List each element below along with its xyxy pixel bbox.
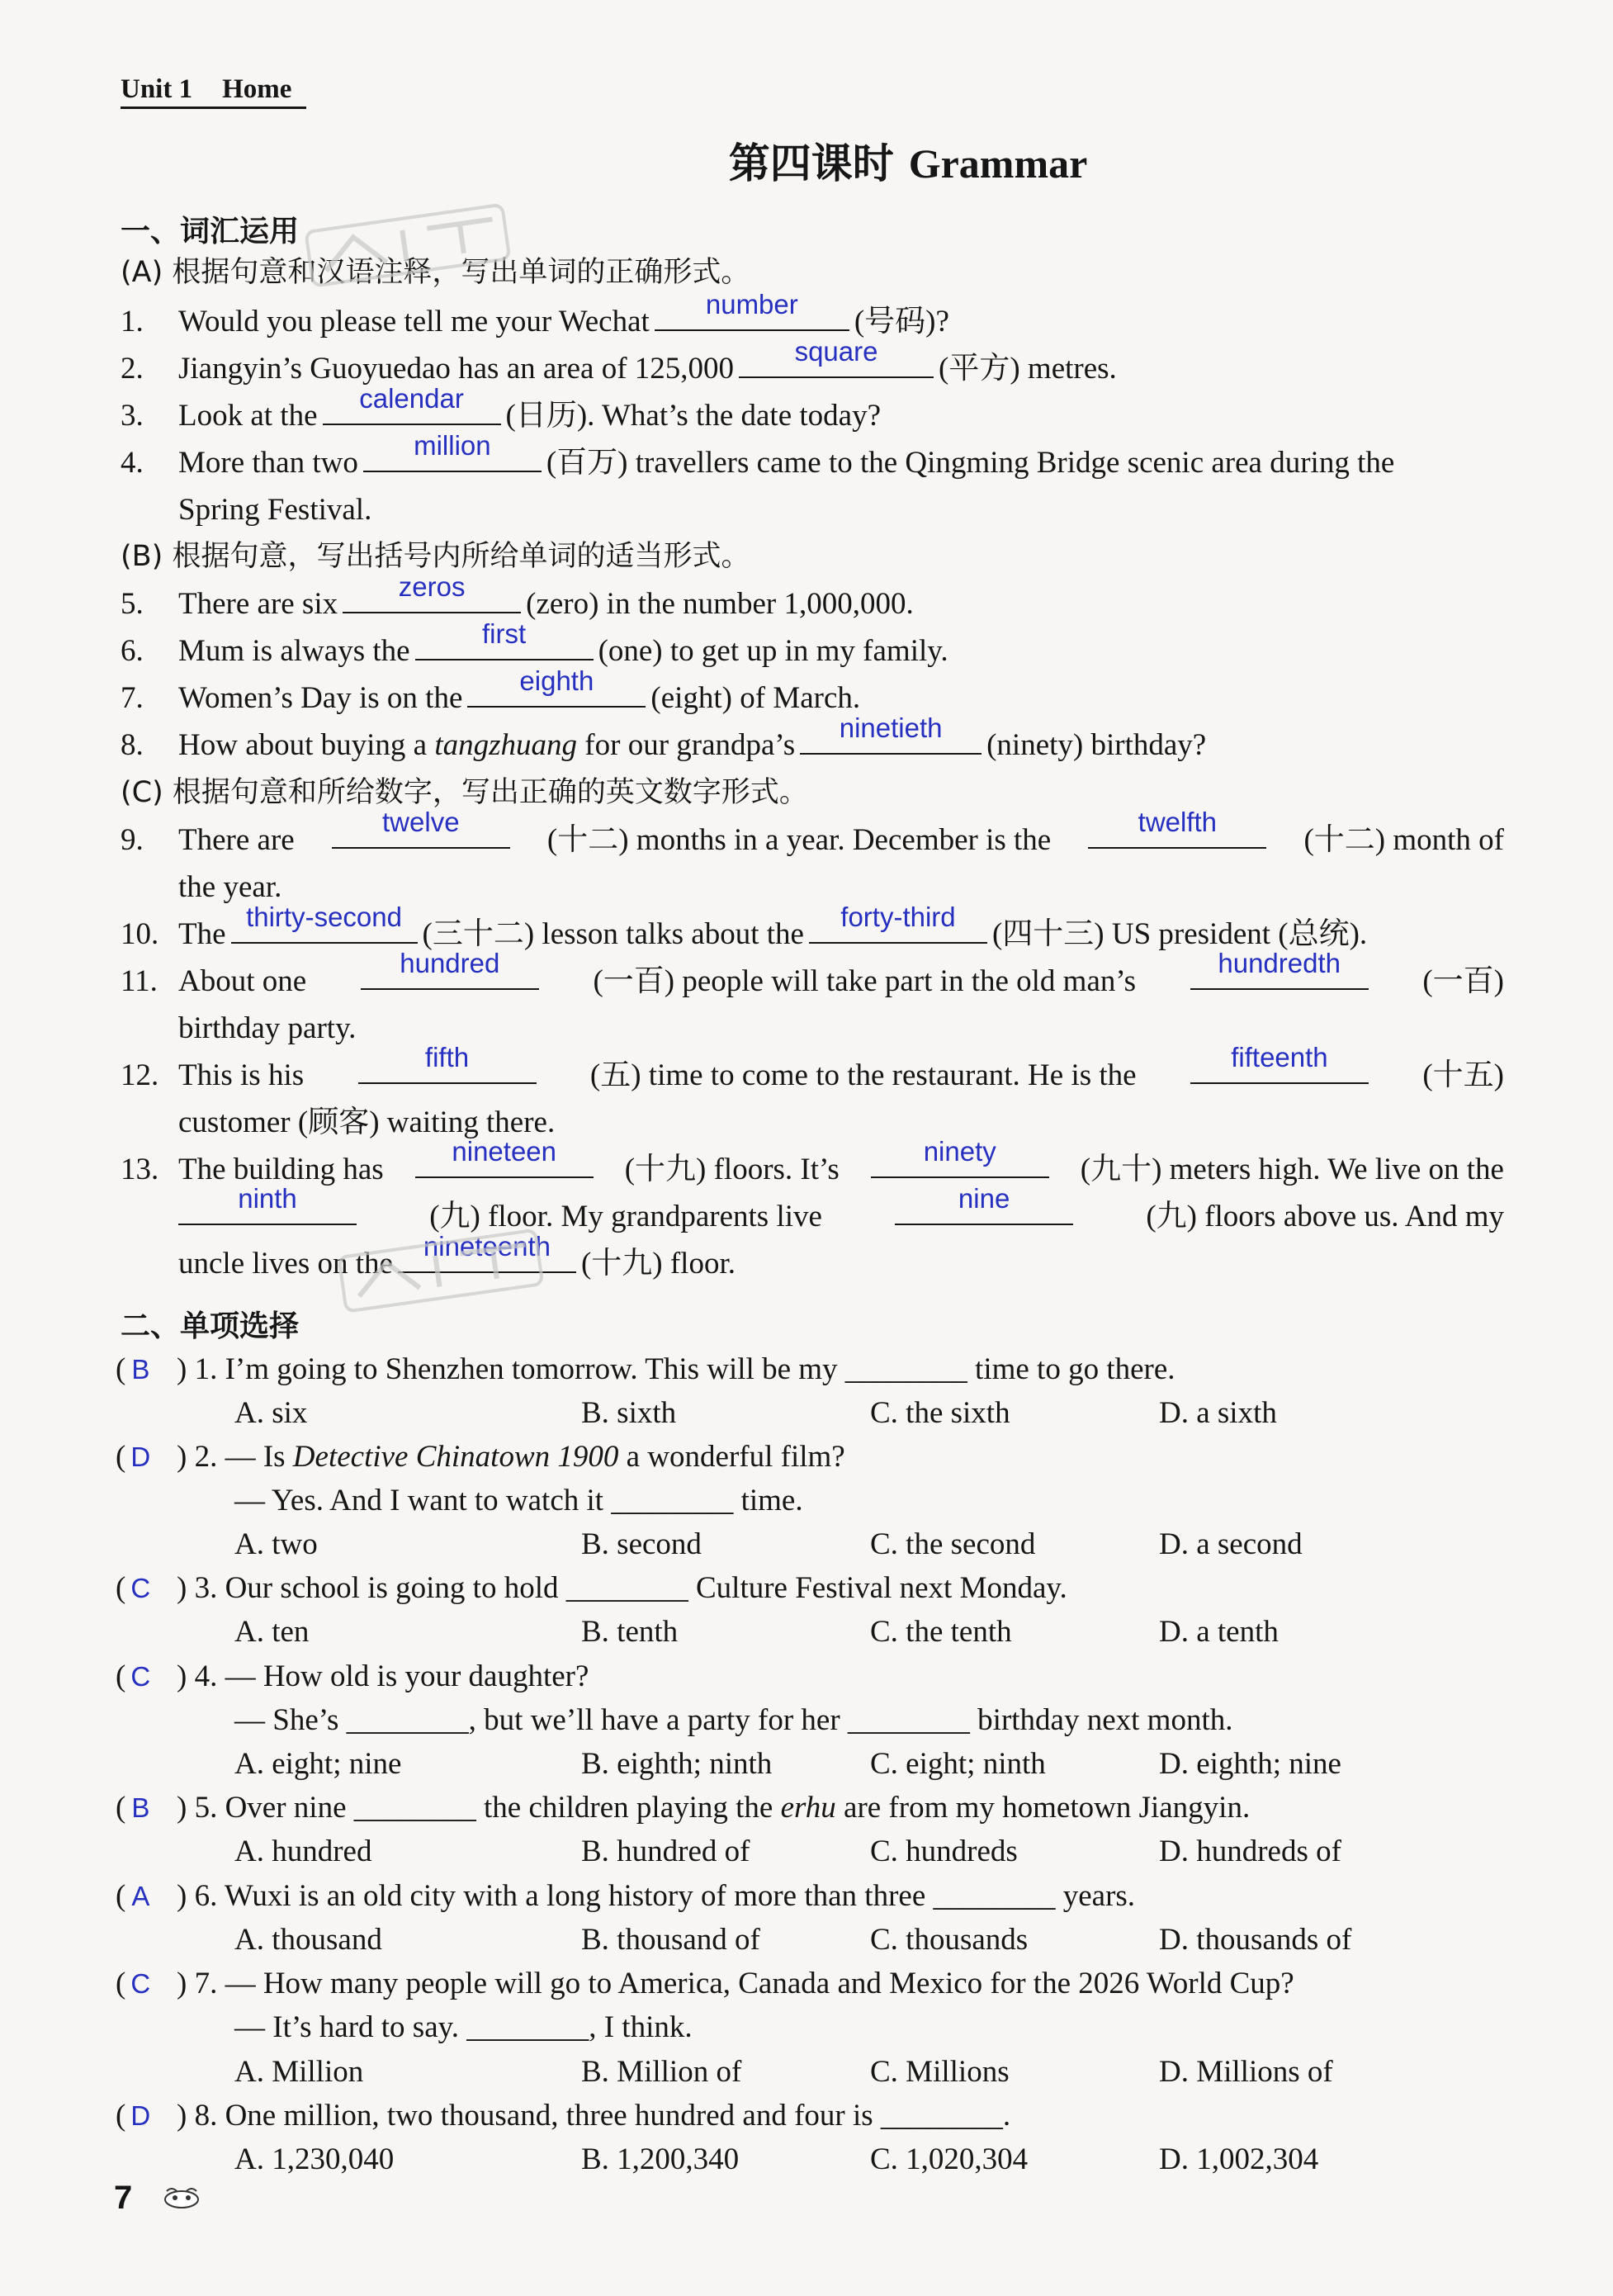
question-12-cont: customer (顾客) waiting there.: [178, 1105, 556, 1139]
question-11-cont: birthday party.: [178, 1011, 357, 1045]
option-c: C. the sixth: [870, 1396, 1010, 1430]
mc-answer: A: [131, 1881, 150, 1911]
answer-paren: ( C: [116, 1659, 177, 1695]
option-a: A. eight; nine: [234, 1747, 402, 1781]
answer-text: nineteen: [452, 1136, 557, 1167]
answer-blank: [1190, 948, 1369, 990]
question-number: 7.: [121, 681, 144, 715]
answer-blank: [467, 665, 646, 708]
title-en: Grammar: [908, 140, 1088, 187]
question-9: [121, 807, 1504, 859]
answer-text: number: [705, 289, 798, 320]
question-number: 13.: [121, 1153, 159, 1186]
answer-text: calendar: [359, 383, 464, 414]
option-a: A. thousand: [234, 1923, 382, 1957]
option-c: C. eight; ninth: [870, 1747, 1046, 1781]
question-number: 3.: [121, 399, 144, 433]
question-10: [121, 902, 1368, 953]
question-text: More than two: [178, 446, 358, 480]
question-text: (平方) metres.: [939, 352, 1117, 386]
question-text: Look at the: [178, 399, 318, 433]
option-d: D. eighth; nine: [1159, 1747, 1341, 1781]
question-13-line2: [178, 1183, 1504, 1235]
option-a: A. 1,230,040: [234, 2142, 395, 2176]
answer-blank: [332, 807, 510, 849]
question-number: 1.: [121, 305, 144, 338]
answer-text: twelfth: [1138, 807, 1218, 837]
question-text: (三十二) lesson talks about the: [422, 917, 804, 951]
answer-blank: [178, 1183, 357, 1225]
option-a: A. hundred: [234, 1834, 372, 1868]
answer-blank: [415, 618, 594, 660]
question-number: 12.: [121, 1058, 159, 1092]
question-text: ) 1. I’m going to Shenzhen tomorrow. This will be my ________ time to go there.: [177, 1352, 1175, 1386]
mc-answer: C: [130, 1573, 151, 1603]
question-text: for our grandpa’s: [584, 728, 796, 762]
question-number: 9.: [121, 823, 144, 857]
option-c: C. 1,020,304: [870, 2142, 1029, 2176]
question-text: Would you please tell me your Wechat: [178, 305, 650, 338]
question-text: ) 7. — How many people will go to America, Canada and Mexico for the 2026 World Cup?: [177, 1967, 1294, 2000]
answer-paren: ( D: [116, 2098, 177, 2134]
question-text: There are six: [178, 587, 338, 621]
page-title: [0, 130, 1613, 190]
question-text: (九十) meters high. We live on the: [1080, 1153, 1504, 1186]
question-text: About one: [178, 964, 307, 998]
question-text: (一百): [1422, 964, 1504, 998]
question-text: (日历). What’s the date today?: [505, 399, 881, 433]
answer-text: forty-third: [840, 902, 956, 932]
answer-text: nineteenth: [423, 1231, 551, 1262]
question-text: a wonderful film?: [626, 1440, 845, 1474]
option-c: C. the second: [870, 1527, 1036, 1561]
question-number: 10.: [121, 917, 159, 951]
option-d: D. a tenth: [1159, 1615, 1279, 1649]
mc-question-2-line2: — Yes. And I want to watch it ________ time.: [234, 1484, 803, 1517]
cartoon-icon: [162, 2185, 201, 2209]
answer-text: square: [794, 336, 878, 367]
question-text: (十五): [1422, 1058, 1504, 1092]
section2-heading: 二、单项选择: [121, 1309, 300, 1343]
option-b: B. hundred of: [581, 1834, 750, 1868]
question-text: (eight) of March.: [650, 681, 861, 715]
mc-question-7-line2: — It’s hard to say. ________, I think.: [234, 2010, 693, 2044]
answer-blank: [363, 430, 542, 472]
answer-blank: [1088, 807, 1266, 849]
question-text: ) 8. One million, two thousand, three hundred and four is ________.: [177, 2099, 1011, 2133]
part-c-instruction: (C) 根据句意和所给数字，写出正确的英文数字形式。: [121, 776, 808, 809]
question-text: The: [178, 917, 226, 951]
question-text: This is his: [178, 1058, 305, 1092]
mc-question-7: [116, 1966, 1294, 2002]
answer-text: first: [481, 618, 527, 649]
option-d: D. thousands of: [1159, 1923, 1352, 1957]
question-text: (九) floor. My grandparents live: [429, 1200, 822, 1233]
mc-question-3: [116, 1570, 1067, 1607]
mc-answer: D: [130, 1442, 151, 1472]
answer-blank: [655, 289, 849, 331]
answer-blank: [895, 1183, 1073, 1225]
question-text: How about buying a: [178, 728, 428, 762]
option-d: D. a sixth: [1159, 1396, 1277, 1430]
answer-text: hundredth: [1218, 948, 1341, 978]
question-number: 4.: [121, 446, 144, 480]
answer-blank: [415, 1136, 594, 1178]
question-text: Jiangyin’s Guoyuedao has an area of 125,000: [178, 352, 735, 386]
answer-text: fifth: [424, 1042, 470, 1072]
answer-text: ninetieth: [839, 712, 943, 743]
mc-answer: B: [131, 1354, 150, 1385]
question-text: ) 2. — Is: [177, 1440, 286, 1474]
mc-question-1: [116, 1352, 1175, 1388]
unit-topic: Home: [222, 74, 292, 104]
mc-question-5: [116, 1790, 1250, 1826]
mc-question-6: [116, 1878, 1135, 1915]
question-7: [121, 665, 861, 717]
question-italic: tangzhuang: [434, 728, 578, 762]
question-number: 11.: [121, 964, 158, 998]
answer-blank: [809, 902, 987, 944]
question-text: (一百) people will take part in the old man’s: [593, 964, 1137, 998]
option-b: B. tenth: [581, 1615, 679, 1649]
option-a: A. Million: [234, 2055, 364, 2089]
answer-paren: ( D: [116, 1439, 177, 1475]
answer-paren: ( C: [116, 1570, 177, 1607]
unit-header: [121, 74, 306, 109]
question-italic: Detective Chinatown 1900: [292, 1440, 619, 1474]
question-italic: erhu: [780, 1791, 836, 1825]
question-text: There are: [178, 823, 295, 857]
option-d: D. a second: [1159, 1527, 1303, 1561]
question-12: [121, 1042, 1504, 1094]
question-text: (五) time to come to the restaurant. He is the: [589, 1058, 1137, 1092]
answer-blank: [871, 1136, 1049, 1178]
answer-text: million: [414, 430, 491, 461]
part-b-instruction: (B) 根据句意，写出括号内所给单词的适当形式。: [121, 540, 750, 573]
option-c: C. thousands: [870, 1923, 1029, 1957]
mc-question-8: [116, 2098, 1010, 2134]
question-text: (十九) floor.: [580, 1247, 736, 1281]
section1-heading: 一、词汇运用: [121, 215, 300, 249]
mc-question-4: [116, 1659, 589, 1695]
question-text: The building has: [178, 1153, 384, 1186]
mc-answer: D: [130, 2100, 151, 2131]
question-text: (九) floors above us. And my: [1146, 1200, 1504, 1233]
answer-text: eighth: [519, 665, 594, 696]
question-number: 6.: [121, 634, 144, 668]
unit-label: Unit 1: [121, 74, 193, 104]
answer-blank: [739, 336, 934, 378]
question-text: (十二) month of: [1303, 823, 1504, 857]
answer-text: fifteenth: [1231, 1042, 1328, 1072]
mc-question-2: [116, 1439, 845, 1475]
option-a: A. ten: [234, 1615, 310, 1649]
option-d: D. 1,002,304: [1159, 2142, 1319, 2176]
option-c: C. Millions: [870, 2055, 1010, 2089]
answer-text: nine: [958, 1183, 1010, 1214]
question-text: uncle lives on the: [178, 1247, 393, 1281]
question-text: (四十三) US president (总统).: [991, 917, 1368, 951]
mc-answer: B: [131, 1792, 150, 1823]
question-text: Mum is always the: [178, 634, 410, 668]
option-a: A. two: [234, 1527, 318, 1561]
answer-text: hundred: [400, 948, 500, 978]
answer-text: twelve: [382, 807, 460, 837]
question-text: ) 4. — How old is your daughter?: [177, 1659, 589, 1693]
question-8: [121, 712, 1207, 764]
mc-answer: C: [130, 1661, 151, 1692]
answer-paren: ( B: [116, 1790, 177, 1826]
answer-blank: [231, 902, 418, 944]
question-9-cont: the year.: [178, 870, 282, 904]
answer-blank: [343, 571, 521, 613]
watermark-stamp: [335, 1224, 549, 1318]
question-text: (十九) floors. It’s: [624, 1153, 840, 1186]
question-4-cont: Spring Festival.: [178, 493, 372, 527]
question-text: ) 3. Our school is going to hold ________ Culture Festival next Monday.: [177, 1571, 1067, 1605]
option-a: A. six: [234, 1396, 308, 1430]
answer-text: ninety: [923, 1136, 996, 1167]
question-text: (十二) months in a year. December is the: [546, 823, 1052, 857]
answer-blank: [800, 712, 982, 755]
option-d: D. Millions of: [1159, 2055, 1333, 2089]
answer-paren: ( C: [116, 1966, 177, 2002]
option-b: B. sixth: [581, 1396, 677, 1430]
mc-question-4-line2: — She’s ________, but we’ll have a party for her ________ birthday next month.: [234, 1703, 1233, 1737]
answer-blank: [361, 948, 539, 990]
question-text: (zero) in the number 1,000,000.: [526, 587, 914, 621]
option-d: D. hundreds of: [1159, 1834, 1341, 1868]
answer-paren: ( B: [116, 1352, 177, 1388]
option-b: B. 1,200,340: [581, 2142, 740, 2176]
question-4: [121, 430, 1395, 481]
question-2: [121, 336, 1117, 387]
title-zh: 第四课时: [728, 140, 894, 187]
question-number: 8.: [121, 728, 144, 762]
question-text: ) 6. Wuxi is an old city with a long history of more than three ________ years.: [177, 1879, 1136, 1913]
option-c: C. hundreds: [870, 1834, 1018, 1868]
part-a-instruction: (A) 根据句意和汉语注释，写出单词的正确形式。: [121, 256, 750, 289]
answer-blank: [323, 383, 501, 425]
answer-paren: ( A: [116, 1878, 177, 1915]
question-11: [121, 948, 1504, 1000]
question-text: (百万) travellers came to the Qingming Bridge scenic area during the: [546, 446, 1395, 480]
option-b: B. eighth; ninth: [581, 1747, 773, 1781]
question-text: (号码)?: [854, 305, 949, 338]
question-text: (one) to get up in my family.: [598, 634, 948, 668]
answer-text: zeros: [398, 571, 466, 602]
question-text: are from my hometown Jiangyin.: [844, 1791, 1251, 1825]
option-c: C. the tenth: [870, 1615, 1012, 1649]
answer-blank: [1190, 1042, 1369, 1084]
answer-blank: [358, 1042, 537, 1084]
option-b: B. second: [581, 1527, 702, 1561]
mc-answer: C: [130, 1968, 151, 1999]
option-b: B. Million of: [581, 2055, 742, 2089]
question-text: Women’s Day is on the: [178, 681, 463, 715]
question-number: 2.: [121, 352, 144, 386]
question-number: 5.: [121, 587, 144, 621]
answer-text: ninth: [238, 1183, 297, 1214]
question-text: ) 5. Over nine ________ the children playing the: [177, 1791, 773, 1825]
answer-text: thirty-second: [246, 902, 402, 932]
question-text: (ninety) birthday?: [986, 728, 1207, 762]
option-b: B. thousand of: [581, 1923, 760, 1957]
page-number: 7: [114, 2180, 133, 2216]
